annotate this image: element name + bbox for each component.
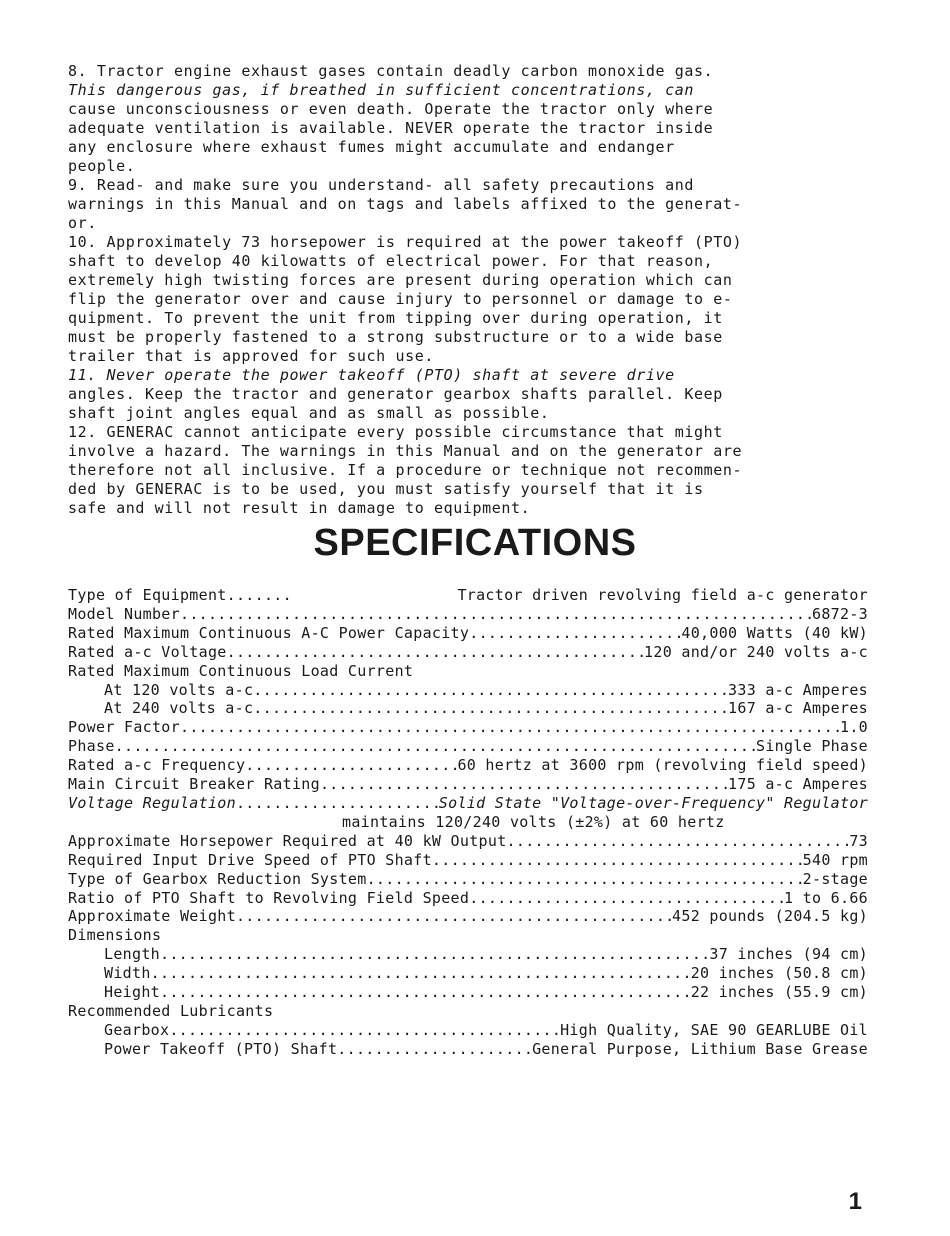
spec-row-gearbox-lube	[68, 1021, 868, 1040]
text-line: people.	[68, 157, 136, 175]
safety-item-10	[68, 233, 868, 366]
text-line: 11. Never operate the power takeoff (PTO) shaft at severe drive	[68, 366, 675, 384]
text-line: flip the generator over and cause injury to personnel or damage to e-	[68, 290, 733, 308]
spec-value: 6872-3	[812, 604, 868, 623]
dot-leader	[115, 737, 756, 756]
spec-value: 1 to 6.66	[784, 888, 868, 907]
spec-label: Recommended Lubricants	[68, 1001, 274, 1020]
spec-label: Approximate Weight	[68, 907, 236, 926]
spec-value: 175 a-c Amperes	[728, 775, 868, 794]
text-line: angles. Keep the tractor and generator gearbox shafts parallel. Keep	[68, 385, 723, 403]
spec-value: 120 and/or 240 volts a-c	[644, 642, 868, 661]
text-line: shaft to develop 40 kilowatts of electrical power. For that reason,	[68, 252, 714, 270]
spec-value: High Quality, SAE 90 GEARLUBE Oil	[560, 1020, 868, 1039]
spec-label: Length	[104, 945, 160, 964]
safety-item-12	[68, 423, 868, 518]
spec-label: Rated a-c Voltage	[68, 642, 227, 661]
dot-leader	[469, 889, 784, 908]
spec-row-regulation-cont	[68, 813, 868, 832]
spec-value: 20 inches (50.8 cm)	[690, 964, 868, 983]
dot-leader	[236, 907, 672, 926]
spec-value: 167 a-c Amperes	[728, 699, 868, 718]
spec-row-horsepower	[68, 832, 868, 851]
spec-row-power-factor	[68, 718, 868, 737]
text-line: extremely high twisting forces are present during operation which can	[68, 271, 733, 289]
spec-value: 2-stage	[802, 869, 868, 888]
spec-row-type	[68, 586, 868, 605]
text-line: This dangerous gas, if breathed in sufficient concentrations, can	[68, 81, 694, 99]
dot-leader	[320, 775, 728, 794]
spec-label: At 240 volts a-c	[104, 699, 254, 718]
spec-label: Model Number	[68, 604, 180, 623]
spec-label: Voltage Regulation	[68, 793, 236, 812]
spec-label: Rated Maximum Continuous Load Current	[68, 661, 414, 680]
dot-leader	[432, 851, 803, 870]
spec-value: 73	[849, 831, 868, 850]
spec-row-width	[68, 964, 868, 983]
dot-leader	[227, 643, 644, 662]
spec-row-breaker	[68, 775, 868, 794]
spec-value: 60 hertz at 3600 rpm (revolving field speed)	[457, 756, 868, 775]
text-line: warnings in this Manual and on tags and labels affixed to the generat-	[68, 195, 743, 213]
dot-leader	[245, 756, 457, 775]
specifications-table	[68, 586, 868, 1059]
spec-value: Solid State "Voltage-over-Frequency" Regulator	[438, 793, 868, 812]
spec-label: Width	[104, 964, 151, 983]
text-line: therefore not all inclusive. If a procedure or technique not recommen-	[68, 461, 743, 479]
dot-leader	[253, 681, 728, 700]
dot-leader	[169, 1021, 560, 1040]
spec-row-pto-lube	[68, 1040, 868, 1059]
spec-label: Approximate Horsepower Required at 40 kW Output	[68, 831, 507, 850]
spec-value: 333 a-c Amperes	[728, 680, 868, 699]
dot-leader	[180, 718, 840, 737]
text-line: quipment. To prevent the unit from tipping over during operation, it	[68, 309, 723, 327]
dot-leader	[227, 586, 291, 605]
spec-row-model	[68, 605, 868, 624]
spec-row-at-120	[68, 681, 868, 700]
spec-label: Rated Maximum Continuous A-C Power Capacity	[68, 623, 470, 642]
spec-label: Rated a-c Frequency	[68, 756, 246, 775]
text-line: involve a hazard. The warnings in this Manual and on the generator are	[68, 442, 743, 460]
dot-leader	[367, 870, 803, 889]
spec-value: 22 inches (55.9 cm)	[690, 983, 868, 1002]
text-line: must be properly fastened to a strong substructure or to a wide base	[68, 328, 723, 346]
dot-leader	[253, 699, 728, 718]
spec-label: Ratio of PTO Shaft to Revolving Field Speed	[68, 888, 470, 907]
spec-value: 452 pounds (204.5 kg)	[672, 907, 868, 926]
spec-row-regulation	[68, 794, 868, 813]
dot-leader	[160, 945, 709, 964]
spec-label: Type of Gearbox Reduction System	[68, 869, 367, 888]
spec-row-phase	[68, 737, 868, 756]
dot-leader	[151, 964, 691, 983]
text-line: 9. Read- and make sure you understand- all safety precautions and	[68, 176, 694, 194]
text-line: cause unconsciousness or even death. Operate the tractor only where	[68, 100, 714, 118]
spec-label: Height	[104, 983, 160, 1002]
text-line: 12. GENERAC cannot anticipate every possible circumstance that might	[68, 423, 723, 441]
text-line: any enclosure where exhaust fumes might accumulate and endanger	[68, 138, 675, 156]
spec-row-height	[68, 983, 868, 1002]
text-line: or.	[68, 214, 97, 232]
safety-item-8	[68, 62, 868, 176]
spec-row-weight	[68, 907, 868, 926]
spec-row-gearbox-type	[68, 870, 868, 889]
text-line: 10. Approximately 73 horsepower is required at the power takeoff (PTO)	[68, 233, 743, 251]
spec-row-lubricants	[68, 1002, 868, 1021]
spec-value: 40,000 Watts (40 kW)	[681, 623, 868, 642]
spec-label: Gearbox	[104, 1020, 170, 1039]
dot-leader	[180, 605, 812, 624]
text-line: trailer that is approved for such use.	[68, 347, 434, 365]
spec-label: Power Factor	[68, 718, 180, 737]
dot-leader	[236, 794, 439, 813]
spec-row-at-240	[68, 699, 868, 718]
page-number: 1	[848, 1188, 862, 1215]
spec-value: Tractor driven revolving field a-c generator	[457, 586, 868, 604]
spec-value: Single Phase	[756, 737, 868, 756]
spec-label: Main Circuit Breaker Rating	[68, 775, 320, 794]
spec-value: General Purpose, Lithium Base Grease	[532, 1039, 868, 1058]
text-line: ded by GENERAC is to be used, you must satisfy yourself that it is	[68, 480, 704, 498]
spec-label: At 120 volts a-c	[104, 680, 254, 699]
spec-value: 37 inches (94 cm)	[709, 945, 868, 964]
text-line: 8. Tractor engine exhaust gases contain deadly carbon monoxide gas.	[68, 62, 714, 80]
spec-row-dimensions	[68, 926, 868, 945]
spec-label: Dimensions	[68, 926, 162, 945]
spec-value: maintains 120/240 volts (±2%) at 60 hertz	[342, 812, 725, 831]
spec-label: Phase	[68, 737, 115, 756]
spec-row-load-current	[68, 662, 868, 681]
dot-leader	[469, 624, 681, 643]
text-line: safe and will not result in damage to equipment.	[68, 499, 531, 517]
spec-label: Power Takeoff (PTO) Shaft	[104, 1039, 338, 1058]
spec-row-voltage	[68, 643, 868, 662]
safety-item-9	[68, 176, 868, 233]
spec-label: Type of Equipment	[68, 586, 227, 604]
spec-row-drive-speed	[68, 851, 868, 870]
section-title: SPECIFICATIONS	[313, 522, 637, 564]
spec-row-frequency	[68, 756, 868, 775]
safety-item-11	[68, 366, 868, 423]
spec-row-ratio	[68, 889, 868, 908]
dot-leader	[337, 1040, 532, 1059]
spec-row-length	[68, 945, 868, 964]
spec-row-capacity	[68, 624, 868, 643]
dot-leader	[160, 983, 691, 1002]
spec-value: 540 rpm	[802, 850, 868, 869]
spec-label: Required Input Drive Speed of PTO Shaft	[68, 850, 432, 869]
text-line: shaft joint angles equal and as small as possible.	[68, 404, 550, 422]
text-line: adequate ventilation is available. NEVER operate the tractor inside	[68, 119, 714, 137]
dot-leader	[507, 832, 850, 851]
spec-value: 1.0	[840, 718, 868, 737]
